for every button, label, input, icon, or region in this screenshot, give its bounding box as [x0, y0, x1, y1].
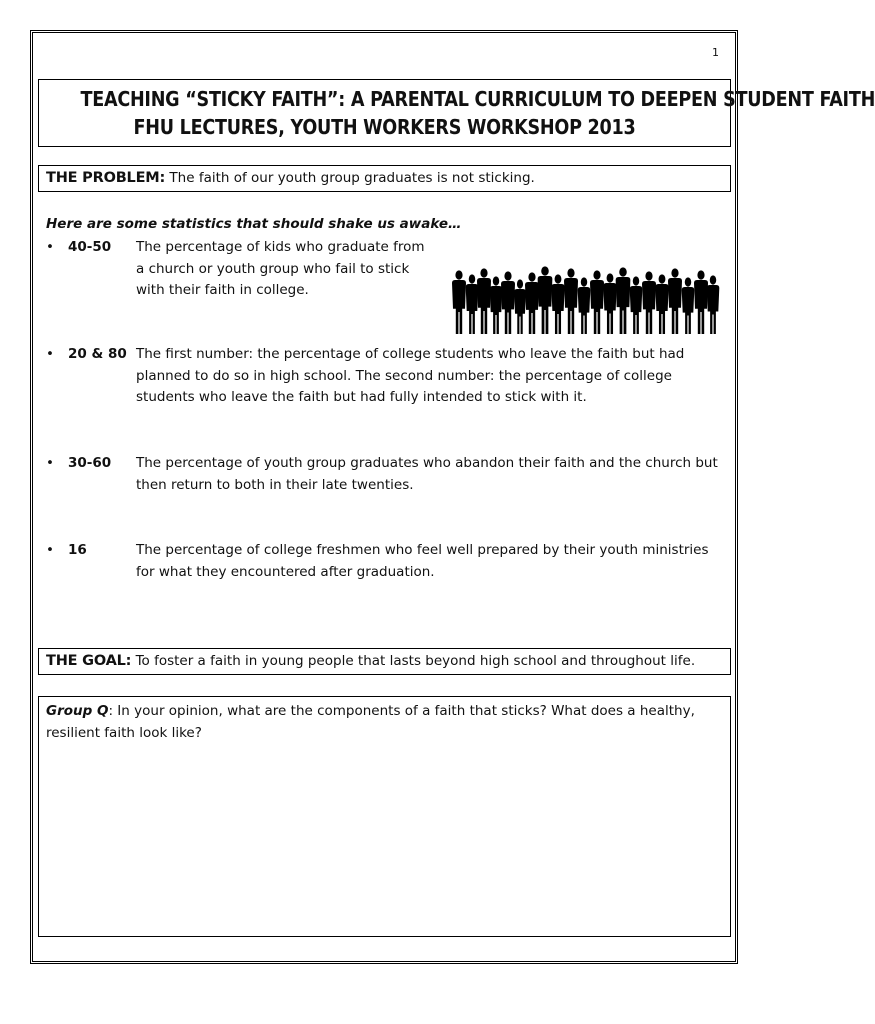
stat-text: The first number: the percentage of college students who leave the faith but had planned to do so in high school. The second number: the percentage of college students who leave the faith but had fully intended to stick with it.	[136, 346, 685, 405]
bullet-icon: •	[46, 455, 54, 471]
stat-text: The percentage of kids who graduate from a church or youth group who fail to stick with their faith in college.	[136, 239, 425, 298]
person-head	[671, 268, 678, 277]
goal-text: To foster a faith in young people that lasts beyond high school and throughout life.	[131, 653, 696, 669]
bullet-icon: •	[46, 239, 54, 255]
problem-text: The faith of our youth group graduates is not sticking.	[165, 170, 535, 186]
stat-value: 30-60	[68, 455, 112, 471]
person-head	[581, 277, 587, 286]
person-head	[567, 268, 574, 277]
title-line-2: FHU LECTURES, YOUTH WORKERS WORKSHOP 2013	[133, 115, 636, 139]
person-head	[480, 268, 487, 277]
person-body	[501, 281, 515, 334]
person-head	[633, 276, 639, 285]
stat-text: The percentage of youth group graduates who abandon their faith and the church but then return to both in their late twenties.	[136, 455, 718, 493]
document-title	[38, 79, 875, 147]
person-body	[668, 278, 682, 334]
person-body	[707, 285, 720, 334]
person-head	[619, 267, 627, 276]
person-head	[645, 271, 652, 280]
goal-box	[38, 648, 731, 675]
person-body	[616, 277, 631, 334]
person-head	[455, 270, 462, 279]
person-head	[659, 274, 666, 283]
person-head	[493, 276, 499, 285]
stat-text: The percentage of college freshmen who feel well prepared by their youth ministries for what they encountered after graduation.	[136, 542, 709, 580]
person-body	[578, 287, 591, 334]
person-head	[685, 277, 691, 286]
person-body	[514, 289, 526, 334]
person-head	[607, 273, 614, 282]
person-body	[694, 280, 708, 334]
stat-value: 16	[68, 542, 87, 558]
question-box	[38, 696, 731, 937]
person-head	[697, 270, 704, 279]
person-head	[593, 270, 600, 279]
person-head	[469, 274, 475, 283]
question-label: Group Q	[46, 703, 109, 719]
bullet-icon: •	[46, 346, 54, 362]
person-body	[551, 284, 564, 334]
person-body	[682, 287, 695, 334]
stat-value: 40-50	[68, 239, 112, 255]
person-body	[525, 282, 539, 334]
crowd-silhouette-image	[451, 262, 719, 334]
person-body	[590, 280, 604, 334]
problem-label: THE PROBLEM:	[46, 170, 166, 186]
person-body	[655, 284, 668, 334]
person-body	[603, 283, 616, 334]
stats-intro: Here are some statistics that should shake us awake…	[46, 216, 462, 232]
page-number: 1	[712, 46, 719, 59]
person-body	[564, 278, 578, 334]
person-head	[517, 279, 523, 288]
bullet-icon: •	[46, 542, 54, 558]
person-body	[538, 276, 553, 334]
person-head	[541, 266, 549, 275]
person-head	[555, 274, 562, 283]
title-line-1: TEACHING “STICKY FAITH”: A PARENTAL CURRICULUM TO DEEPEN STUDENT FAITH	[80, 87, 875, 111]
person-body	[490, 286, 503, 334]
question-text: : In your opinion, what are the components of a faith that sticks? What does a healthy, resilient faith look like?	[46, 703, 695, 741]
goal-label: THE GOAL:	[46, 653, 132, 669]
person-head	[528, 272, 535, 281]
stat-value: 20 & 80	[68, 346, 127, 362]
person-body	[477, 278, 491, 334]
person-body	[452, 280, 466, 334]
person-body	[466, 284, 479, 334]
person-body	[642, 281, 656, 334]
problem-box	[38, 165, 731, 192]
person-head	[710, 275, 716, 284]
person-body	[630, 286, 643, 334]
person-head	[504, 271, 511, 280]
